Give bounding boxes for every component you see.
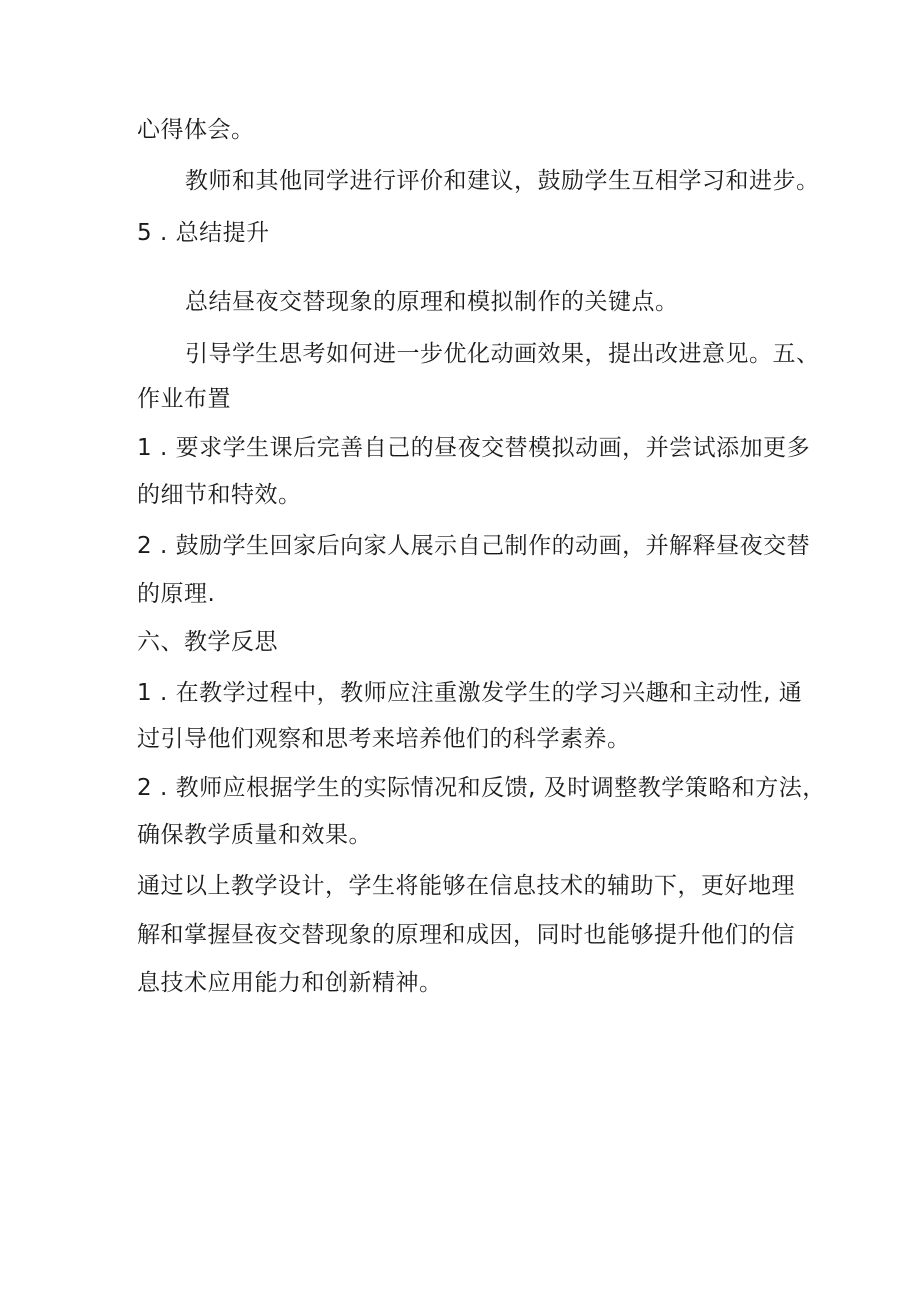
text-line: 解和掌握昼夜交替现象的原理和成因，同时也能够提升他们的信 — [137, 922, 795, 948]
text-line: 通过以上教学设计，学生将能够在信息技术的辅助下，更好地理 — [137, 873, 795, 899]
section-heading: 作业布置 — [137, 386, 231, 412]
text-line: 2 . 教师应根据学生的实际情况和反馈, 及时调整教学策略和方法， — [137, 775, 826, 801]
text-line: 引导学生思考如何进一步优化动画效果，提出改进意见。五、 — [185, 341, 820, 367]
text-line: 2 . 鼓励学生回家后向家人展示自己制作的动画，并解释昼夜交替 — [137, 533, 811, 559]
text-line: 的细节和特效。 — [137, 482, 302, 508]
text-line: 总结昼夜交替现象的原理和模拟制作的关键点。 — [185, 289, 679, 315]
section-heading: 六、教学反思 — [137, 629, 278, 655]
text-line: 确保教学质量和效果。 — [137, 822, 372, 848]
text-line: 的原理. — [137, 581, 216, 607]
text-line: 1 . 要求学生课后完善自己的昼夜交替模拟动画，并尝试添加更多 — [137, 435, 811, 461]
text-line: 1 . 在教学过程中，教师应注重激发学生的学习兴趣和主动性, 通 — [137, 680, 803, 706]
text-line: 过引导他们观察和思考来培养他们的科学素养。 — [137, 726, 631, 752]
text-line: 息技术应用能力和创新精神。 — [137, 970, 443, 996]
section-heading: 5 . 总结提升 — [137, 220, 270, 246]
text-line: 心得体会。 — [137, 117, 255, 143]
text-line: 教师和其他同学进行评价和建议，鼓励学生互相学习和进步。 — [185, 168, 820, 194]
